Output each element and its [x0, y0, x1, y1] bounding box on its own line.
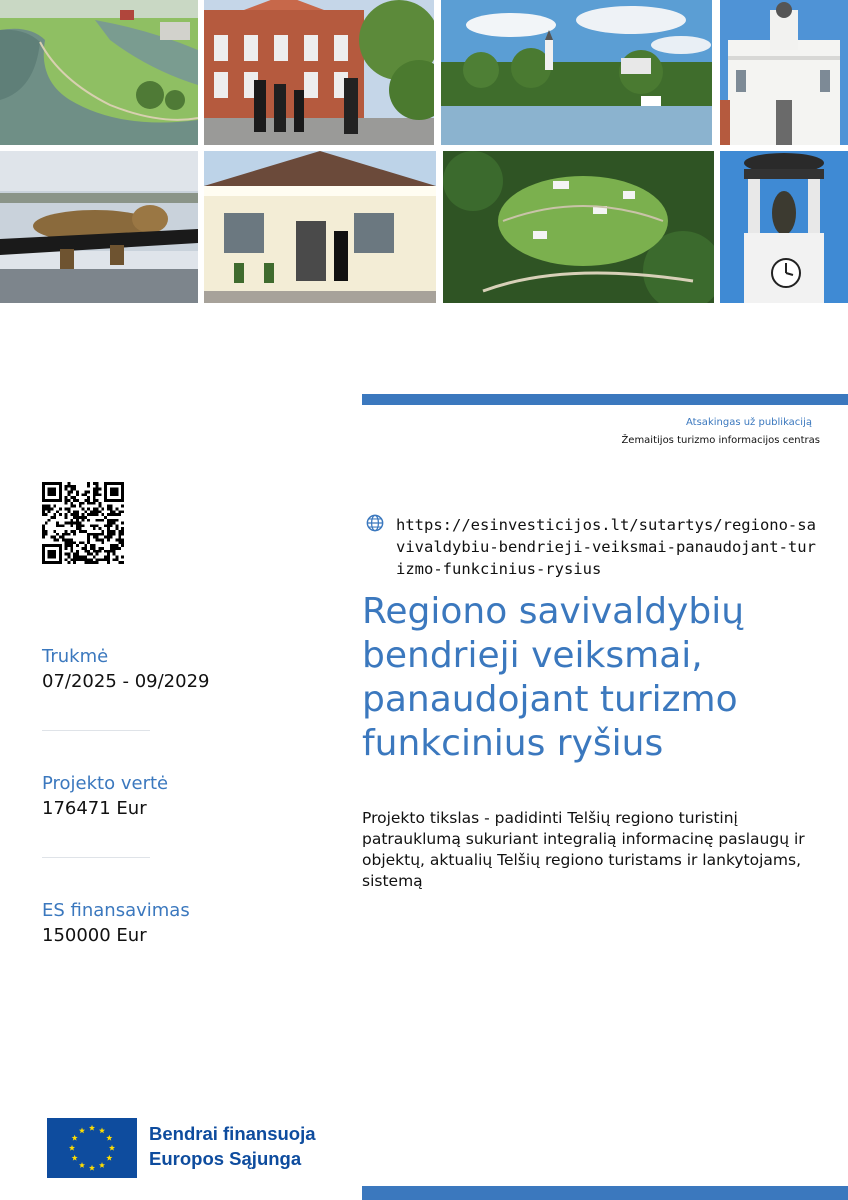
photo-bronze-bear-statue [0, 151, 198, 303]
eu-cofunded-text [149, 1121, 316, 1171]
project-value-label: Projekto vertė [42, 773, 169, 794]
duration-label: Trukmė [42, 646, 109, 667]
eu-cofunded-line1: Bendrai finansuoja [149, 1123, 316, 1144]
photo-lake-aerial [0, 0, 198, 145]
responsible-organization: Žemaitijos turizmo informacijos centras [621, 435, 820, 446]
top-accent-bar [362, 394, 848, 405]
divider [42, 857, 150, 858]
project-url-link[interactable]: https://esinvesticijos.lt/sutartys/regiono-savivaldybiu-bendrieji-veiksmai-panaudojant-turizmo-funkcinius-rysius [396, 516, 816, 578]
globe-icon [366, 514, 384, 532]
photo-forest-aerial [443, 151, 714, 303]
eu-funding-amount: 150000 Eur [42, 925, 147, 946]
project-value-amount: 176471 Eur [42, 798, 147, 819]
project-description: Projekto tikslas - padidinti Telšių regiono turistinį patrauklumą sukuriant integralią informacinę paslaugų ir objektų, aktualių Telšių regiono turistams ir lankytojams, sistemą [362, 809, 805, 890]
photo-tourism-info-centre [204, 151, 436, 303]
duration-value: 07/2025 - 09/2029 [42, 671, 210, 692]
photo-clock-tower-bear [720, 151, 848, 303]
eu-cofunded-line2: Europos Sąjunga [149, 1148, 302, 1169]
photo-brick-building-parade [204, 0, 434, 145]
qr-code[interactable] [42, 482, 124, 564]
photo-white-church [720, 0, 848, 145]
divider [42, 730, 150, 731]
eu-flag-icon [47, 1118, 137, 1178]
bottom-accent-bar [362, 1186, 848, 1200]
eu-funding-label: ES finansavimas [42, 900, 190, 921]
photo-town-by-lake [441, 0, 712, 145]
responsible-label: Atsakingas už publikaciją [686, 417, 812, 428]
project-title: Regiono savivaldybių bendrieji veiksmai, panaudojant turizmo funkcinius ryšius [362, 591, 745, 764]
